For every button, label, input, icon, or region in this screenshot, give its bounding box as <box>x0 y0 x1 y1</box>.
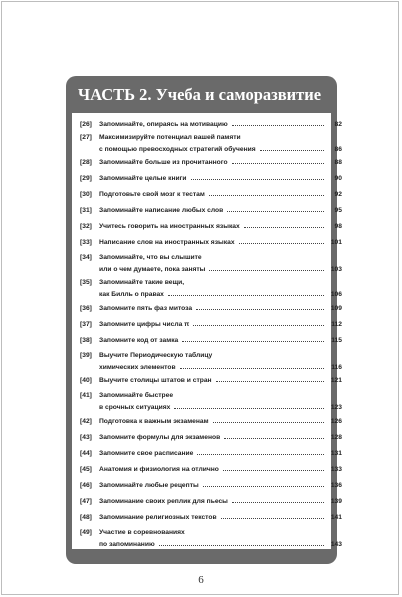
entry-number: [32] <box>80 223 92 230</box>
entry-page: 136 <box>330 482 342 489</box>
entry-page: 92 <box>334 191 342 198</box>
entry-number: [48] <box>80 514 92 521</box>
entry-page: 90 <box>334 175 342 182</box>
entry-title: Участие в соревнованиях <box>99 529 185 536</box>
entry-title: Запомните цифры числа π <box>99 321 190 328</box>
entry-page: 103 <box>330 266 342 273</box>
toc-entry <box>80 350 342 372</box>
entry-title: Запоминайте, что вы слышите <box>99 254 202 261</box>
dot-leader <box>216 374 324 382</box>
entry-title: Запоминайте написание любых слов <box>99 207 224 214</box>
entry-page: 112 <box>331 321 342 328</box>
entry-number: [45] <box>80 466 92 473</box>
dot-leader <box>224 431 324 439</box>
dot-leader <box>221 511 324 519</box>
entry-title: Запоминайте быстрее <box>99 392 174 399</box>
entry-title: Запоминайте целые книги <box>99 175 187 182</box>
dot-leader <box>239 236 324 244</box>
entry-title: Запомните свое расписание <box>99 450 194 457</box>
entry-title: Подготовка к важным экзаменам <box>99 418 209 425</box>
entry-page: 126 <box>330 418 342 425</box>
entry-page: 123 <box>330 404 342 411</box>
toc-entry <box>80 447 342 458</box>
entry-number: [34] <box>80 254 92 261</box>
toc-entry <box>80 236 342 247</box>
entry-title: Максимизируйте потенциал вашей памяти <box>99 134 241 141</box>
entry-title: Учитесь говорить на иностранных языках <box>99 223 240 230</box>
dot-leader <box>227 204 324 212</box>
toc-entry <box>80 118 342 129</box>
entry-title: Запоминайте, опираясь на мотивацию <box>99 121 228 128</box>
entry-title: Подготовьте свой мозг к тестам <box>99 191 205 198</box>
dot-leader <box>203 479 324 487</box>
entry-number: [35] <box>80 279 92 286</box>
entry-title: или о чем думаете, пока заняты <box>99 266 206 273</box>
entry-title: Запоминайте такие вещи, <box>99 279 185 286</box>
entry-number: [31] <box>80 207 92 214</box>
toc-entry <box>80 334 342 345</box>
entry-number: [29] <box>80 175 92 182</box>
entry-number: [38] <box>80 337 92 344</box>
toc-entry <box>80 415 342 426</box>
toc-entry <box>80 188 342 199</box>
entry-title: как Билль о правах <box>99 291 164 298</box>
entry-title: химических элементов <box>99 364 176 371</box>
entry-page: 139 <box>330 498 342 505</box>
toc-entry <box>80 277 342 299</box>
entry-page: 109 <box>330 305 342 312</box>
entry-title: Запомните формулы для экзаменов <box>99 434 221 441</box>
entry-number: [30] <box>80 191 92 198</box>
dot-leader <box>213 415 324 423</box>
entry-title: Анатомия и физиология на отлично <box>99 466 219 473</box>
toc-entry <box>80 172 342 183</box>
toc-entry <box>80 374 342 385</box>
dot-leader <box>193 318 324 326</box>
entry-number: [43] <box>80 434 92 441</box>
entry-page: 98 <box>334 223 342 230</box>
dot-leader <box>209 188 324 196</box>
entry-title: Запомните код от замка <box>99 337 179 344</box>
entry-title: Запомните пять фаз митоза <box>99 305 193 312</box>
toc-entry <box>80 302 342 313</box>
entry-number: [37] <box>80 321 92 328</box>
dot-leader <box>168 288 324 296</box>
toc-entry <box>80 463 342 474</box>
page-number: 6 <box>198 574 204 586</box>
toc-entry <box>80 220 342 231</box>
toc-entry <box>80 204 342 215</box>
entry-title: Написание слов на иностранных языках <box>99 239 235 246</box>
entry-number: [33] <box>80 239 92 246</box>
dot-leader <box>191 172 325 180</box>
dot-leader <box>196 302 324 310</box>
toc-entry <box>80 252 342 274</box>
entry-number: [41] <box>80 392 92 399</box>
dot-leader <box>223 463 324 471</box>
entry-page: 143 <box>330 541 342 548</box>
toc-entry <box>80 479 342 490</box>
dot-leader <box>197 447 324 455</box>
entry-page: 82 <box>334 121 342 128</box>
entry-title: Выучите Периодическую таблицу <box>99 352 213 359</box>
entry-number: [26] <box>80 121 92 128</box>
entry-title: Выучите столицы штатов и стран <box>99 377 212 384</box>
entry-page: 141 <box>330 514 342 521</box>
entry-page: 106 <box>330 291 342 298</box>
entry-title: Запоминание своих реплик для пьесы <box>99 498 228 505</box>
toc-list <box>72 113 342 549</box>
entry-page: 95 <box>334 207 342 214</box>
entry-title: по запоминанию <box>99 541 155 548</box>
entry-title: с помощью превосходных стратегий обучения <box>99 146 256 153</box>
entry-number: [27] <box>80 134 92 141</box>
entry-number: [40] <box>80 377 92 384</box>
dot-leader <box>232 118 324 126</box>
entry-page: 86 <box>334 146 342 153</box>
dot-leader <box>180 361 324 369</box>
entry-number: [46] <box>80 482 92 489</box>
toc-entry <box>80 527 342 549</box>
dot-leader <box>260 143 324 151</box>
entry-number: [49] <box>80 529 92 536</box>
dot-leader <box>159 538 324 546</box>
entry-page: 88 <box>334 159 342 166</box>
entry-title: Запоминайте больше из прочитанного <box>99 159 228 166</box>
dot-leader <box>232 156 324 164</box>
toc-entry <box>80 318 342 329</box>
section-title: ЧАСТЬ 2. Учеба и саморазвитие <box>78 85 322 104</box>
dot-leader <box>232 495 324 503</box>
toc-entry <box>80 495 342 506</box>
dot-leader <box>209 263 324 271</box>
entry-page: 131 <box>330 450 342 457</box>
toc-entry <box>80 132 342 154</box>
toc-entry <box>80 156 342 167</box>
toc-entry <box>80 511 342 522</box>
entry-number: [39] <box>80 352 92 359</box>
entry-number: [47] <box>80 498 92 505</box>
entry-title: в срочных ситуациях <box>99 404 171 411</box>
entry-number: [44] <box>80 450 92 457</box>
entry-number: [28] <box>80 159 92 166</box>
dot-leader <box>174 401 324 409</box>
entry-page: 128 <box>330 434 342 441</box>
entry-page: 101 <box>330 239 342 246</box>
dot-leader <box>182 334 324 342</box>
entry-title: Запоминайте любые рецепты <box>99 482 199 489</box>
entry-page: 121 <box>330 377 342 384</box>
dot-leader <box>244 220 324 228</box>
entry-page: 115 <box>331 337 342 344</box>
entry-page: 133 <box>330 466 342 473</box>
entry-number: [36] <box>80 305 92 312</box>
toc-entry <box>80 390 342 412</box>
toc-entry <box>80 431 342 442</box>
entry-title: Запоминание религиозных текстов <box>99 514 217 521</box>
entry-number: [42] <box>80 418 92 425</box>
entry-page: 116 <box>331 364 342 371</box>
